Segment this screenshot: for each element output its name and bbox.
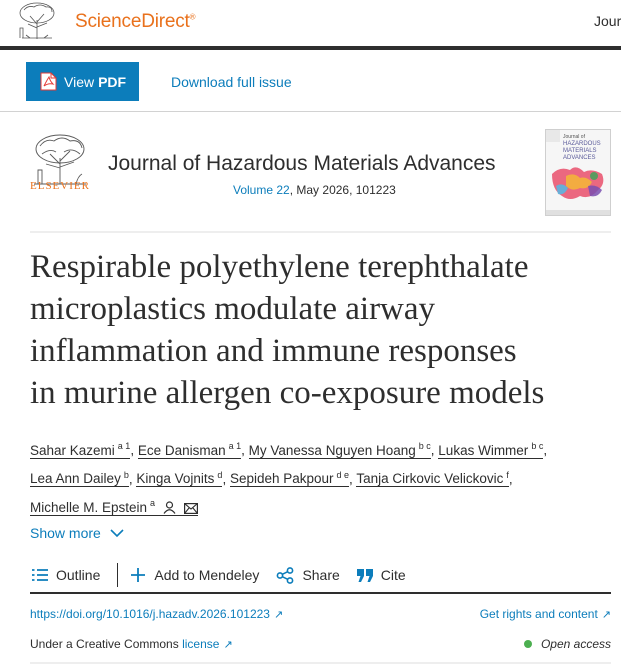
- open-access-label: Open access: [540, 637, 611, 651]
- svg-text:Journal of: Journal of: [563, 134, 585, 140]
- person-icon: [163, 501, 176, 514]
- share-label: Share: [302, 567, 340, 583]
- license-prefix: Under a Creative Commons: [30, 637, 179, 651]
- external-link-icon: ↗: [601, 609, 611, 621]
- external-link-icon: ↗: [273, 609, 284, 621]
- journal-issue-info: [233, 183, 396, 197]
- view-pdf-button[interactable]: [26, 62, 139, 101]
- toolbar-divider: [117, 563, 118, 587]
- share-icon: [276, 567, 294, 584]
- pdf-label: PDF: [98, 73, 127, 90]
- doi-link[interactable]: https://doi.org/10.1016/j.hazadv.2026.101223 ↗: [30, 607, 284, 621]
- article-title-line: inflammation and immune responses: [30, 333, 517, 369]
- mendeley-label: Add to Mendeley: [154, 567, 260, 583]
- section-divider: [30, 662, 611, 664]
- issue-details: , May 2026, 101223: [289, 183, 396, 197]
- volume-link[interactable]: Volume 22: [233, 183, 290, 197]
- author-link[interactable]: Sahar Kazemi $^{a 1}$: [30, 441, 131, 458]
- license-link[interactable]: license ↗: [182, 637, 233, 651]
- cite-label: Cite: [380, 567, 406, 583]
- list-icon: [32, 568, 48, 582]
- journal-header: [30, 127, 611, 233]
- journal-cover-image[interactable]: [545, 129, 611, 216]
- sciencedirect-brand[interactable]: ScienceDirect®: [75, 11, 196, 32]
- share-button[interactable]: [276, 563, 339, 587]
- author-link[interactable]: Kinga Vojnits $^d$: [136, 469, 223, 486]
- license-info: [30, 637, 233, 651]
- article-title-line: microplastics modulate airway: [30, 291, 436, 327]
- svg-text:MATERIALS: MATERIALS: [563, 148, 597, 154]
- view-label: View: [64, 73, 95, 90]
- author-list: Sahar Kazemi $^{a 1}$, Ece Danisman $^{a 1}$, My Vanessa Nguyen Hoang $^{b c}$, Lukas Wimmer $^{b c}$, Lea Ann Dailey $^b$, Kinga Vojnits $^d$, Sepideh Pakpour $^{d e}$, Tanja Cirkovic Velickovic $^f$, Michelle M. Epstein $^a$: [30, 441, 548, 515]
- show-more-button[interactable]: [30, 525, 124, 541]
- elsevier-tree-logo-icon[interactable]: [14, 2, 60, 40]
- article-action-bar: [0, 50, 621, 112]
- author-link[interactable]: Ece Danisman $^{a 1}$: [137, 441, 242, 458]
- author-link[interactable]: Tanja Cirkovic Velickovic $^f$: [356, 469, 509, 486]
- plus-icon: [130, 567, 146, 583]
- elsevier-wordmark: ELSEVIER: [30, 180, 90, 192]
- show-more-label: Show more: [30, 525, 101, 541]
- author-link[interactable]: My Vanessa Nguyen Hoang $^{b c}$: [248, 441, 431, 458]
- pdf-file-icon: [40, 72, 57, 91]
- author-link[interactable]: Sepideh Pakpour $^{d e}$: [229, 469, 350, 486]
- top-navigation-bar: [0, 0, 621, 46]
- outline-button[interactable]: [32, 563, 100, 587]
- svg-text:HAZARDOUS: HAZARDOUS: [563, 141, 601, 147]
- article-title-line: Respirable polyethylene terephthalate: [30, 249, 529, 285]
- article-toolbar: [30, 558, 611, 594]
- author-link[interactable]: Lea Ann Dailey $^b$: [30, 469, 129, 486]
- article-title-line: in murine allergen co-exposure models: [30, 375, 545, 411]
- cover-artwork-icon: [546, 130, 611, 216]
- envelope-icon: [184, 503, 198, 514]
- outline-label: Outline: [56, 567, 101, 583]
- journals-nav-link[interactable]: Jour: [594, 13, 621, 29]
- add-to-mendeley-button[interactable]: [130, 563, 259, 587]
- open-access-badge: [524, 637, 611, 651]
- download-full-issue-link[interactable]: Download full issue: [171, 74, 292, 90]
- quote-icon: [357, 569, 373, 582]
- article-title: [30, 246, 615, 414]
- cite-button[interactable]: [357, 563, 406, 587]
- corresponding-author-link[interactable]: Michelle M. Epstein $^a$: [30, 500, 198, 516]
- get-rights-link[interactable]: Get rights and content ↗: [479, 607, 611, 621]
- journal-title[interactable]: Journal of Hazardous Materials Advances: [108, 152, 496, 175]
- author-link[interactable]: Lukas Wimmer $^{b c}$: [438, 441, 544, 458]
- open-access-dot-icon: [524, 640, 532, 648]
- svg-text:ADVANCES: ADVANCES: [563, 155, 596, 161]
- chevron-down-icon: [110, 529, 124, 538]
- external-link-icon: ↗: [223, 639, 233, 651]
